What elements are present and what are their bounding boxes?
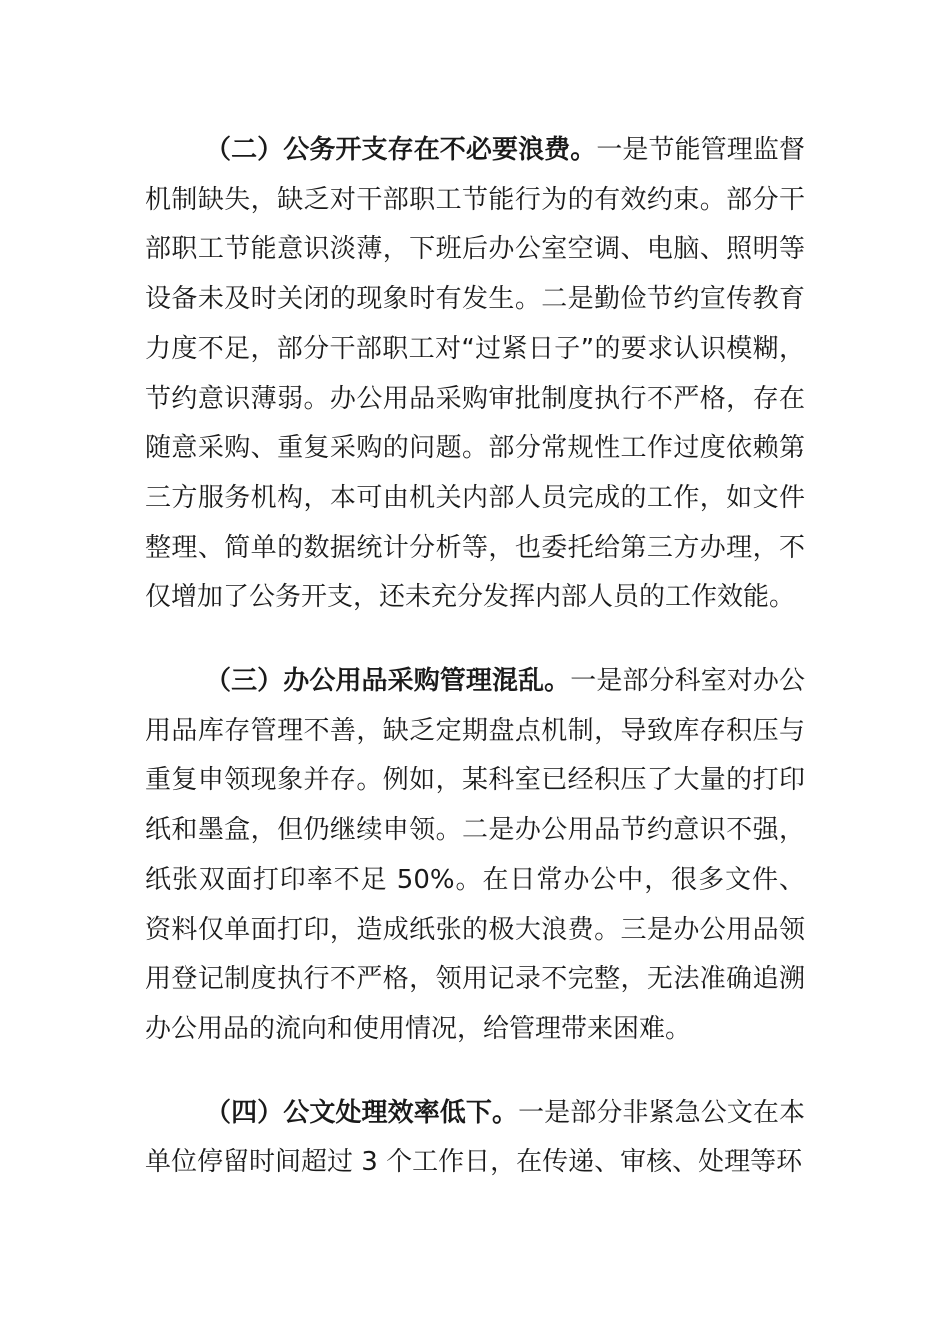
section-heading: （四）公文处理效率低下。 bbox=[205, 1097, 519, 1128]
section-heading: （二）公务开支存在不必要浪费。 bbox=[205, 135, 597, 165]
paragraph-section-4 bbox=[145, 1089, 805, 1188]
document-body bbox=[145, 126, 805, 1188]
section-text: 一是部分非紧急公文在本单位停留时间超过 3 个工作日，在传递、审核、处理等环 bbox=[145, 1097, 805, 1178]
section-text: 一是部分科室对办公用品库存管理不善，缺乏定期盘点机制，导致库存积压与重复申领现象并存。例如，某科室已经积压了大量的打印纸和墨盒，但仍继续申领。二是办公用品节约意识不强，纸张双面打印率不足 50%。在日常办公中，很多文件、资料仅单面打印，造成纸张的极大浪费。三是办公用品领用登记制度执行不严格，领用记录不完整，无法准确追溯办公用品的流向和使用情况，给管理带来困难。 bbox=[145, 666, 805, 1044]
paragraph-section-3 bbox=[145, 657, 805, 1055]
paragraph-section-2 bbox=[145, 126, 805, 623]
section-text: 一是节能管理监督机制缺失，缺乏对干部职工节能行为的有效约束。部分干部职工节能意识淡薄，下班后办公室空调、电脑、照明等设备未及时关闭的现象时有发生。二是勤俭节约宣传教育力度不足，部分干部职工对“过紧日子”的要求认识模糊，节约意识薄弱。办公用品采购审批制度执行不严格，存在随意采购、重复采购的问题。部分常规性工作过度依赖第三方服务机构，本可由机关内部人员完成的工作，如文件整理、简单的数据统计分析等，也委托给第三方办理，不仅增加了公务开支，还未充分发挥内部人员的工作效能。 bbox=[145, 135, 805, 613]
section-heading: （三）办公用品采购管理混乱。 bbox=[205, 666, 571, 697]
